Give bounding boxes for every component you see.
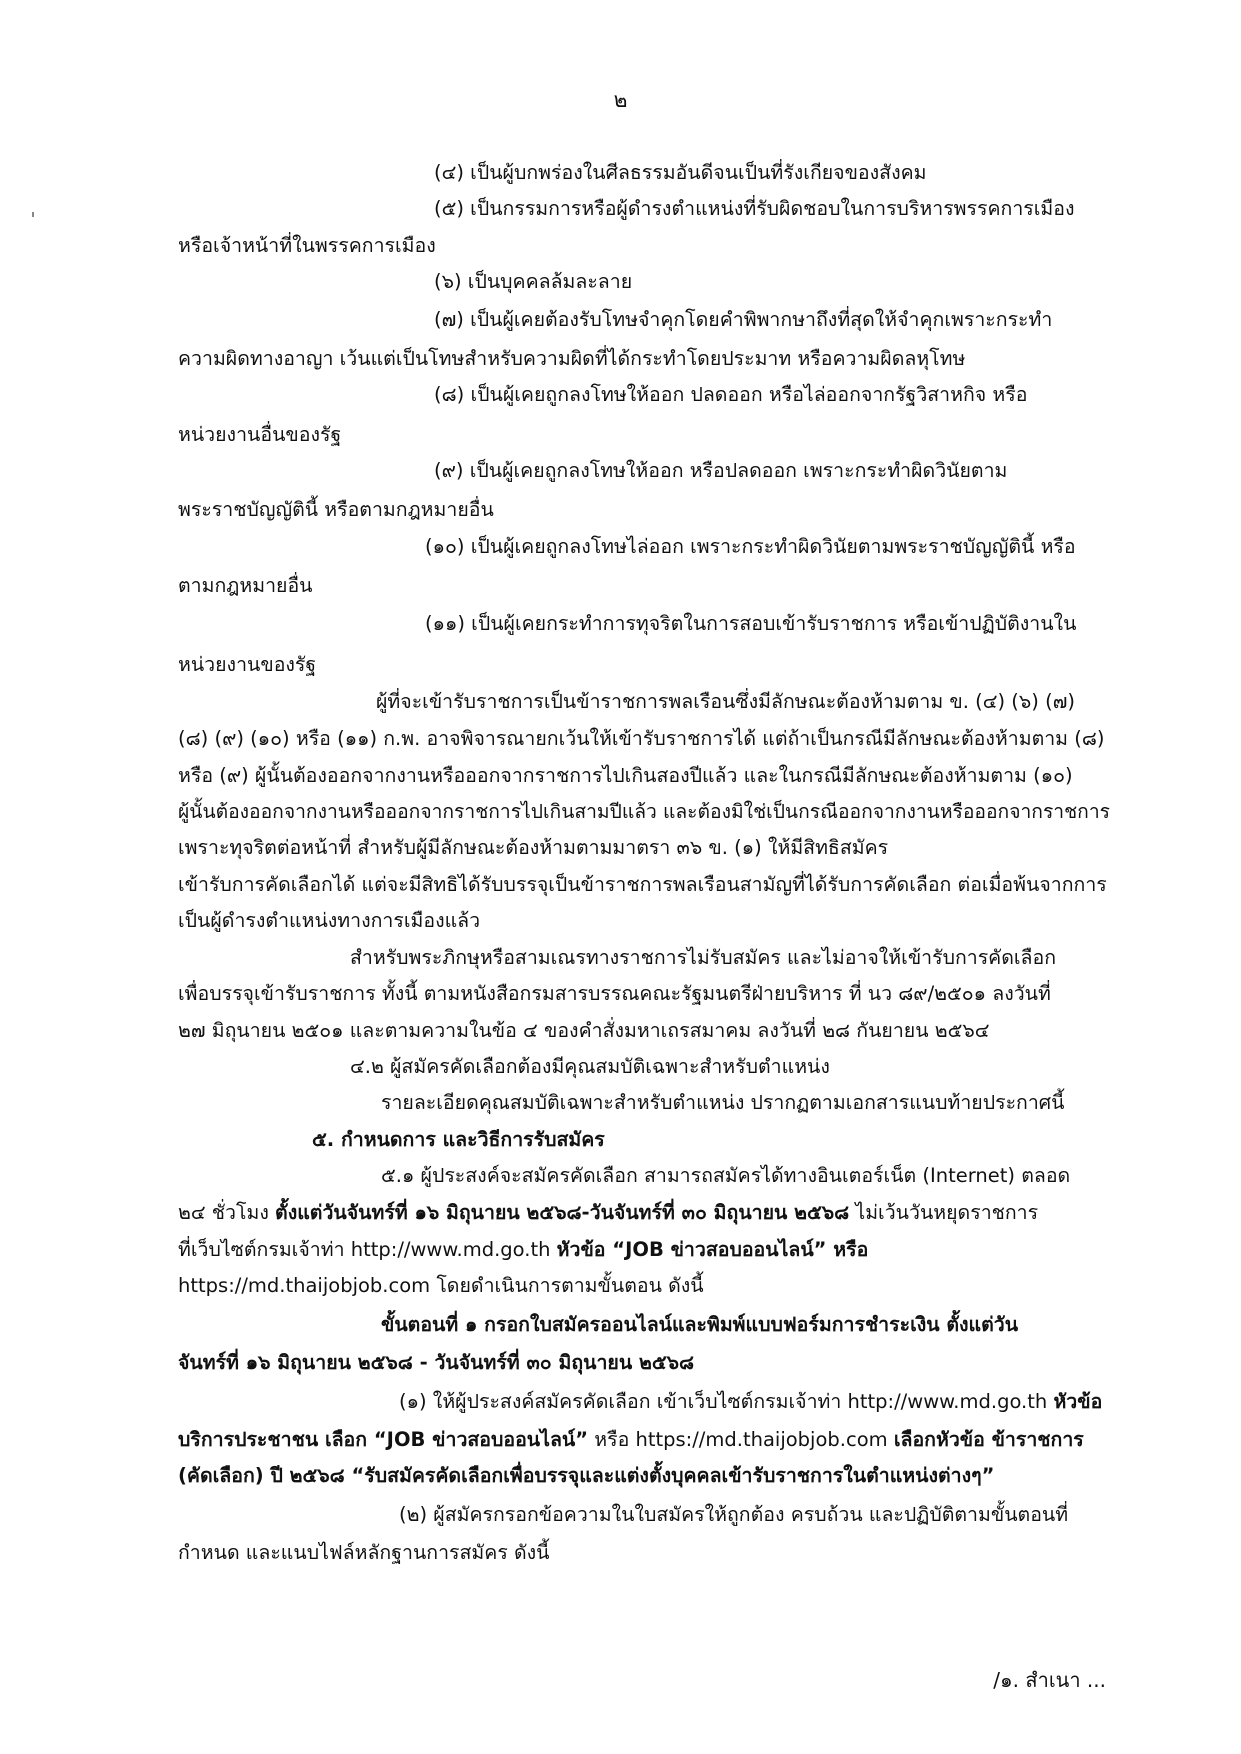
- text-segment: ๒๔ ชั่วโมง: [178, 1201, 276, 1224]
- text-line-6: ความผิดทางอาญา เว้นแต่เป็นโทษสำหรับความผิดที่ได้กระทำโดยประมาท หรือความผิดลหุโทษ: [178, 347, 966, 370]
- text-line-34: [399, 1387, 1102, 1417]
- text-line-11: (๑๐) เป็นผู้เคยถูกลงโทษไล่ออก เพราะกระทำผิดวินัยตามพระราชบัญญัตินี้ หรือ: [425, 535, 1076, 558]
- text-line-31: https://md.thaijobjob.com โดยดำเนินการตามขั้นตอน ดังนี้: [178, 1274, 704, 1297]
- text-line-18: ผู้นั้นต้องออกจากงานหรือออกจากราชการไปเกินสามปีแล้ว และต้องมิใช่เป็นกรณีออกจากงานหรือออกจากราชการ: [178, 800, 1110, 823]
- text-segment: ไม่เว้นวันหยุดราชการ: [849, 1201, 1039, 1224]
- text-line-1: (๔) เป็นผู้บกพร่องในศีลธรรมอันดีจนเป็นที่รังเกียจของสังคม: [434, 161, 927, 184]
- text-line-14: หน่วยงานของรัฐ: [178, 653, 317, 676]
- menu-path: บริการประชาชน เลือก “JOB ข่าวสอบออนไลน์”: [178, 1428, 589, 1451]
- application-period: ตั้งแต่วันจันทร์ที่ ๑๖ มิถุนายน ๒๕๖๘-วันจันทร์ที่ ๓๐ มิถุนายน ๒๕๖๘: [275, 1201, 850, 1224]
- text-line-24: ๒๗ มิถุนายน ๒๕๐๑ และตามความในข้อ ๔ ของคำสั่งมหาเถรสมาคม ลงวันที่ ๒๘ กันยายน ๒๕๖๔: [178, 1019, 990, 1042]
- text-line-7: (๘) เป็นผู้เคยถูกลงโทษให้ออก ปลดออก หรือไล่ออกจากรัฐวิสาหกิจ หรือ: [434, 383, 1028, 406]
- text-line-17: หรือ (๙) ผู้นั้นต้องออกจากงานหรือออกจากราชการไปเกินสองปีแล้ว และในกรณีมีลักษณะต้องห้ามตาม (๑๐): [178, 764, 1073, 787]
- section-heading: ๕. กำหนดการ และวิธีการรับสมัคร: [312, 1128, 605, 1151]
- text-line-37: (๒) ผู้สมัครกรอกข้อความในใบสมัครให้ถูกต้อง ครบถ้วน และปฏิบัติตามขั้นตอนที่: [399, 1503, 1069, 1526]
- text-line-23: เพื่อบรรจุเข้ารับราชการ ทั้งนี้ ตามหนังสือกรมสารบรรณคณะรัฐมนตรีฝ่ายบริหาร ที่ นว ๘๙/๒๕๐๑ ลงวันที่: [178, 982, 1051, 1005]
- text-line-8: หน่วยงานอื่นของรัฐ: [178, 423, 342, 446]
- text-line-12: ตามกฎหมายอื่น: [178, 574, 313, 597]
- text-line-2: (๕) เป็นกรรมการหรือผู้ดำรงตำแหน่งที่รับผิดชอบในการบริหารพรรคการเมือง: [434, 197, 1075, 220]
- text-line-28: ๕.๑ ผู้ประสงค์จะสมัครคัดเลือก สามารถสมัครได้ทางอินเตอร์เน็ต (Internet) ตลอด: [381, 1164, 1071, 1187]
- text-line-10: พระราชบัญญัตินี้ หรือตามกฎหมายอื่น: [178, 498, 494, 521]
- text-segment: หรือ https://md.thaijobjob.com: [588, 1428, 894, 1451]
- page-number: ๒: [613, 88, 628, 112]
- text-line-38: กำหนด และแนบไฟล์หลักฐานการสมัคร ดังนี้: [178, 1541, 550, 1564]
- continuation-reference: /๑. สำเนา ...: [993, 1668, 1106, 1692]
- scan-speck: [32, 212, 34, 217]
- text-line-16: (๘) (๙) (๑๐) หรือ (๑๑) ก.พ. อาจพิจารณายกเว้นให้เข้ารับราชการได้ แต่ถ้าเป็นกรณีมีลักษณะต้องห้ามตาม (๘): [178, 727, 1105, 750]
- text-segment: (๑) ให้ผู้ประสงค์สมัครคัดเลือก เข้าเว็บไซต์กรมเจ้าท่า http://www.md.go.th: [399, 1390, 1054, 1413]
- text-line-26: รายละเอียดคุณสมบัติเฉพาะสำหรับตำแหน่ง ปรากฏตามเอกสารแนบท้ายประกาศนี้: [381, 1091, 1065, 1114]
- text-line-9: (๙) เป็นผู้เคยถูกลงโทษให้ออก หรือปลดออก เพราะกระทำผิดวินัยตาม: [434, 459, 1008, 482]
- text-line-25: ๔.๒ ผู้สมัครคัดเลือกต้องมีคุณสมบัติเฉพาะสำหรับตำแหน่ง: [350, 1055, 830, 1078]
- text-line-36: (คัดเลือก) ปี ๒๕๖๘ “รับสมัครคัดเลือกเพื่อบรรจุและแต่งตั้งบุคคลเข้ารับราชการในตำแหน่งต่างๆ”: [178, 1464, 995, 1487]
- text-line-29: [178, 1198, 1038, 1228]
- text-line-5: (๗) เป็นผู้เคยต้องรับโทษจำคุกโดยคำพิพากษาถึงที่สุดให้จำคุกเพราะกระทำ: [434, 308, 1053, 331]
- text-line-22: สำหรับพระภิกษุหรือสามเณรทางราชการไม่รับสมัคร และไม่อาจให้เข้ารับการคัดเลือก: [350, 946, 1057, 969]
- topic-label: หัวข้อ “JOB ข่าวสอบออนไลน์” หรือ: [556, 1238, 869, 1261]
- text-line-3: หรือเจ้าหน้าที่ในพรรคการเมือง: [178, 234, 436, 257]
- text-line-4: (๖) เป็นบุคคลล้มละลาย: [434, 270, 633, 293]
- text-line-13: (๑๑) เป็นผู้เคยกระทำการทุจริตในการสอบเข้ารับราชการ หรือเข้าปฏิบัติงานใน: [425, 612, 1077, 635]
- text-segment: ที่เว็บไซต์กรมเจ้าท่า http://www.md.go.th: [178, 1238, 557, 1261]
- topic-label: หัวข้อ: [1053, 1390, 1103, 1413]
- text-line-30: [178, 1235, 868, 1265]
- step-heading-dates: จันทร์ที่ ๑๖ มิถุนายน ๒๕๖๘ - วันจันทร์ที่ ๓๐ มิถุนายน ๒๕๖๘: [178, 1351, 695, 1374]
- text-line-20: เข้ารับการคัดเลือกได้ แต่จะมีสิทธิได้รับบรรจุเป็นข้าราชการพลเรือนสามัญที่ได้รับการคัดเลือก ต่อเมื่อพ้นจากการ: [178, 873, 1107, 896]
- text-line-35: [178, 1425, 1084, 1455]
- text-line-21: เป็นผู้ดำรงตำแหน่งทางการเมืองแล้ว: [178, 909, 481, 932]
- text-line-19: เพราะทุจริตต่อหน้าที่ สำหรับผู้มีลักษณะต้องห้ามตามมาตรา ๓๖ ข. (๑) ให้มีสิทธิสมัคร: [178, 836, 889, 859]
- step-heading: ขั้นตอนที่ ๑ กรอกใบสมัครออนไลน์และพิมพ์แบบฟอร์มการชำระเงิน ตั้งแต่วัน: [381, 1313, 1019, 1336]
- text-line-15: ผู้ที่จะเข้ารับราชการเป็นข้าราชการพลเรือนซึ่งมีลักษณะต้องห้ามตาม ข. (๔) (๖) (๗): [376, 690, 1075, 713]
- menu-path: เลือกหัวข้อ ข้าราชการ: [893, 1428, 1084, 1451]
